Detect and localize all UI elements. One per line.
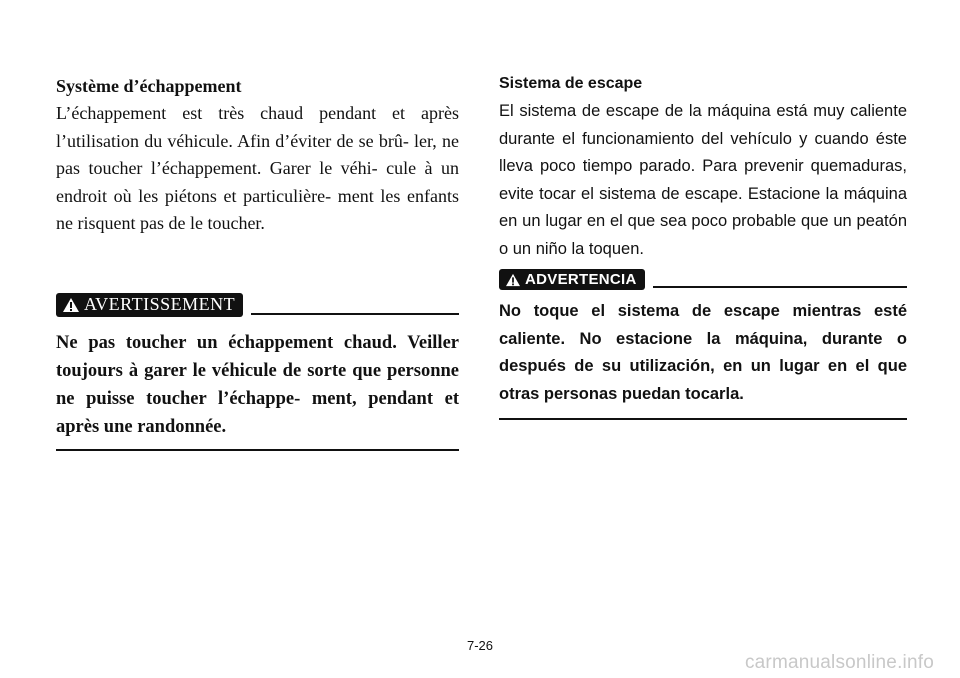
warning-text-fr: Ne pas toucher un échappement chaud. Veiller toujours à garer le véhicule de sorte que personne ne puisse toucher l’échappe- ment, pendant et après une randonnée. [56,332,459,437]
warning-text-es: No toque el sistema de escape mientras esté caliente. No estacione la máquina, durante o después de su utilización, en un lugar en el que otras personas puedan tocarla. [499,302,907,403]
warning-block-fr [56,293,459,451]
warning-label-es: ADVERTENCIA [525,271,637,288]
warning-label-fr: AVERTISSEMENT [84,294,236,314]
body-text-fr: L’échappement est très chaud pendant et après l’utilisation du véhicule. Afin d’éviter de se brû- ler, ne pas toucher l’échappement. Garer le véhi- cule à un endroit où les piétons et particulière- ment les enfants ne risquent pas de le toucher. [56,103,459,233]
warning-bottom-rule-fr [56,449,459,451]
warning-bottom-rule-es [499,418,907,420]
warning-badge-es [499,269,645,290]
french-column [56,74,459,451]
warning-header-rule-fr [251,313,459,315]
warning-block-es [499,269,907,420]
spanish-column [499,74,907,420]
warning-header-fr [56,293,459,317]
body-text-es: El sistema de escape de la máquina está muy caliente durante el funcionamiento del vehículo y cuando éste lleva poco tiempo parado. Para prevenir quemaduras, evite tocar el sistema de escape. Estacione la máquina en un lugar en el que sea poco probable que un peatón o un niño la toquen. [499,102,907,258]
section-title-fr: Système d’échappement [56,76,242,96]
warning-triangle-icon [62,297,80,313]
watermark-text: carmanualsonline.info [744,652,934,673]
warning-header-rule-es [653,286,907,288]
warning-badge-fr [56,293,243,317]
section-title-es: Sistema de escape [499,75,643,92]
warning-triangle-icon [505,273,521,287]
warning-header-es [499,269,907,290]
page-number: 7-26 [466,638,494,653]
